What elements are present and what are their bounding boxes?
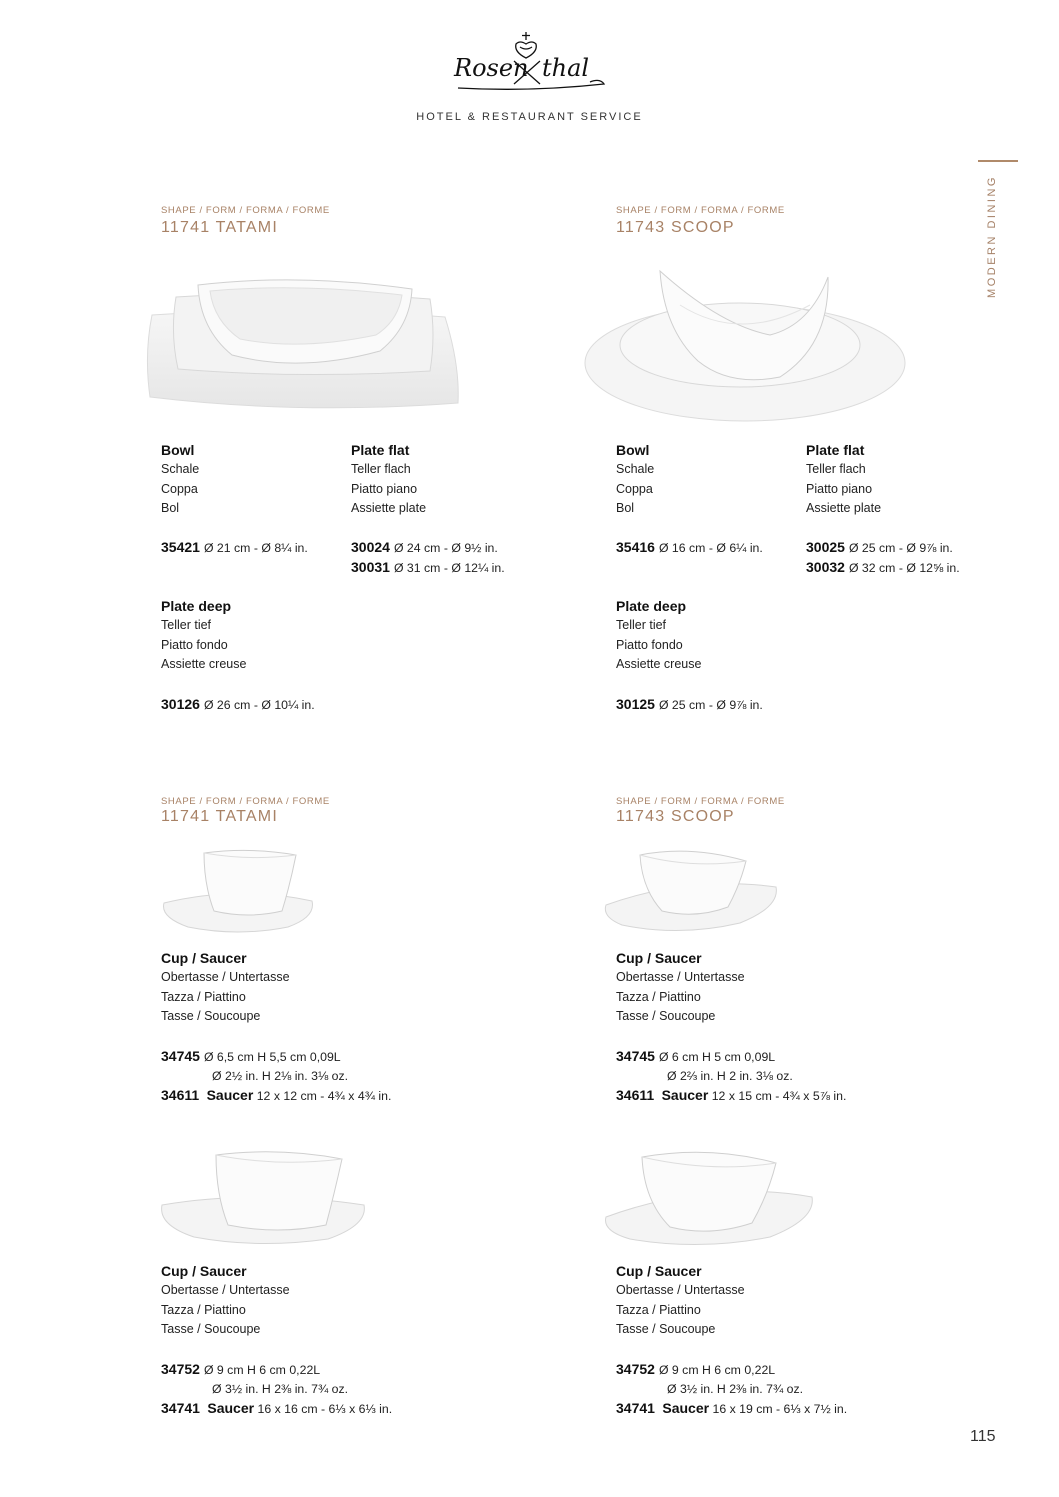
product-name-fr: Bol [616, 501, 635, 515]
tatami-large-cup-image [158, 1145, 370, 1250]
product-spec-line [161, 1359, 320, 1380]
saucer-label: Saucer [206, 1087, 254, 1103]
product-spec-line [806, 557, 960, 578]
product-name-it: Coppa [616, 481, 653, 496]
tatami-bowl-plates-image [140, 275, 470, 425]
article-spec: Ø 24 cm - Ø 9½ in. [393, 541, 498, 555]
product-cup-saucer [616, 1262, 745, 1340]
product-spec-line [161, 694, 315, 715]
product-cup-saucer [161, 1262, 290, 1340]
product-name-fr: Bol [161, 501, 180, 515]
article-spec: Ø 6,5 cm H 5,5 cm 0,09L [203, 1050, 341, 1064]
product-bowl [616, 441, 654, 519]
article-code: 30032 [806, 559, 845, 575]
product-spec-line [161, 1046, 341, 1067]
product-name: Plate deep [161, 598, 232, 614]
product-name-fr: Assiette plate [806, 501, 882, 515]
scoop-small-cup-image [600, 845, 782, 940]
product-name-it: Piatto fondo [616, 637, 683, 652]
article-code: 30031 [351, 559, 390, 575]
product-name-de: Obertasse / Untertasse [161, 1283, 290, 1297]
article-code: 34741 [616, 1400, 655, 1416]
saucer-label: Saucer [207, 1400, 255, 1416]
article-code: 30025 [806, 539, 845, 555]
article-code: 30024 [351, 539, 390, 555]
product-name-de: Obertasse / Untertasse [161, 970, 290, 984]
product-name: Plate flat [351, 442, 410, 458]
section-kicker: SHAPE / FORM / FORMA / FORME [616, 796, 785, 807]
article-spec: Ø 25 cm - Ø 9⅞ in. [658, 698, 763, 712]
article-code: 34752 [616, 1361, 655, 1377]
product-name-de: Schale [161, 462, 200, 476]
article-spec: 12 x 12 cm - 4¾ x 4¾ in. [256, 1089, 392, 1103]
article-code: 34741 [161, 1400, 200, 1416]
svg-text:thal: thal [542, 54, 590, 82]
article-code: 34745 [161, 1048, 200, 1064]
product-name-fr: Assiette plate [351, 501, 427, 515]
product-name-de: Teller tief [161, 618, 212, 632]
product-name-it: Tazza / Piattino [161, 989, 246, 1004]
tatami-small-cup-image [158, 845, 320, 940]
product-name-it: Tazza / Piattino [161, 1302, 246, 1317]
product-spec-line [351, 537, 498, 558]
product-name-de: Obertasse / Untertasse [616, 1283, 745, 1297]
product-spec-line [616, 1046, 775, 1067]
article-spec: 16 x 19 cm - 6⅓ x 7½ in. [712, 1402, 848, 1416]
side-section-tab [986, 175, 1010, 305]
scoop-bowl-plates-image [580, 265, 915, 430]
product-spec-line [616, 1359, 775, 1380]
product-name-fr: Tasse / Soucoupe [161, 1322, 261, 1336]
product-spec-line [161, 537, 308, 558]
section-title: 11743 SCOOP [616, 808, 735, 825]
article-spec: 12 x 15 cm - 4¾ x 5⅞ in. [711, 1089, 847, 1103]
product-spec-line [616, 1398, 847, 1419]
article-spec: 16 x 16 cm - 6⅓ x 6⅓ in. [257, 1402, 393, 1416]
article-spec: Ø 6 cm H 5 cm 0,09L [658, 1050, 776, 1064]
product-spec-line [351, 557, 505, 578]
article-spec: Ø 32 cm - Ø 12⅝ in. [848, 561, 960, 575]
article-code: 34745 [616, 1048, 655, 1064]
article-code: 30125 [616, 696, 655, 712]
product-name: Cup / Saucer [161, 1263, 247, 1279]
product-spec-line: Ø 2½ in. H 2⅛ in. 3⅛ oz. [212, 1069, 349, 1083]
article-spec: Ø 21 cm - Ø 8¼ in. [203, 541, 308, 555]
product-name-de: Teller flach [351, 462, 411, 476]
side-section-label: MODERN DINING [986, 175, 998, 298]
product-name: Plate deep [616, 598, 687, 614]
article-code: 35421 [161, 539, 200, 555]
product-spec-line [616, 1085, 846, 1106]
product-name-fr: Assiette creuse [161, 657, 247, 671]
article-spec: Ø 16 cm - Ø 6¼ in. [658, 541, 763, 555]
tagline: HOTEL & RESTAURANT SERVICE [416, 111, 643, 123]
product-spec-line [161, 1085, 391, 1106]
product-name: Bowl [161, 442, 195, 458]
product-cup-saucer [161, 949, 290, 1027]
product-name: Cup / Saucer [161, 950, 247, 966]
product-name-fr: Assiette creuse [616, 657, 702, 671]
svg-text:Rosen: Rosen [454, 54, 529, 82]
product-bowl [161, 441, 199, 519]
page-number: 115 [970, 1428, 996, 1445]
product-spec-line [161, 1398, 392, 1419]
article-code: 34752 [161, 1361, 200, 1377]
article-code: 34611 [616, 1087, 655, 1103]
saucer-label: Saucer [662, 1400, 710, 1416]
product-name-de: Obertasse / Untertasse [616, 970, 745, 984]
scoop-large-cup-image [600, 1145, 818, 1250]
product-plate-flat [351, 441, 426, 519]
product-spec-line: Ø 3½ in. H 2⅜ in. 7¾ oz. [667, 1382, 804, 1396]
article-spec: Ø 26 cm - Ø 10¼ in. [203, 698, 315, 712]
product-plate-flat [806, 441, 881, 519]
product-name: Cup / Saucer [616, 1263, 702, 1279]
product-spec-line: Ø 3½ in. H 2⅜ in. 7¾ oz. [212, 1382, 349, 1396]
rosenthal-logo [450, 28, 610, 92]
section-kicker: SHAPE / FORM / FORMA / FORME [161, 796, 330, 807]
product-name-it: Tazza / Piattino [616, 989, 701, 1004]
product-spec-line [616, 694, 763, 715]
product-name-it: Piatto piano [351, 481, 418, 496]
section-title: 11741 TATAMI [161, 219, 278, 236]
saucer-label: Saucer [661, 1087, 709, 1103]
section-kicker: SHAPE / FORM / FORMA / FORME [161, 205, 330, 216]
section-title: 11743 SCOOP [616, 219, 735, 236]
product-cup-saucer [616, 949, 745, 1027]
product-plate-deep [161, 597, 246, 675]
product-spec-line [616, 537, 763, 558]
product-name-fr: Tasse / Soucoupe [616, 1322, 716, 1336]
section-kicker: SHAPE / FORM / FORMA / FORME [616, 205, 785, 216]
article-spec: Ø 9 cm H 6 cm 0,22L [203, 1363, 321, 1377]
product-name-de: Teller tief [616, 618, 667, 632]
product-spec-line: Ø 2⅔ in. H 2 in. 3⅛ oz. [667, 1069, 793, 1083]
article-spec: Ø 9 cm H 6 cm 0,22L [658, 1363, 776, 1377]
product-name-fr: Tasse / Soucoupe [161, 1009, 261, 1023]
product-name-it: Coppa [161, 481, 198, 496]
product-spec-line [806, 537, 953, 558]
product-name-it: Tazza / Piattino [616, 1302, 701, 1317]
product-name-de: Schale [616, 462, 655, 476]
product-name-fr: Tasse / Soucoupe [616, 1009, 716, 1023]
product-name-it: Piatto piano [806, 481, 873, 496]
section-title: 11741 TATAMI [161, 808, 278, 825]
side-accent-line [978, 160, 1018, 162]
article-code: 35416 [616, 539, 655, 555]
article-code: 30126 [161, 696, 200, 712]
article-spec: Ø 31 cm - Ø 12¼ in. [393, 561, 505, 575]
article-spec: Ø 25 cm - Ø 9⅞ in. [848, 541, 953, 555]
product-name-de: Teller flach [806, 462, 866, 476]
article-code: 34611 [161, 1087, 200, 1103]
product-name: Bowl [616, 442, 650, 458]
product-plate-deep [616, 597, 701, 675]
product-name: Plate flat [806, 442, 865, 458]
product-name-it: Piatto fondo [161, 637, 228, 652]
product-name: Cup / Saucer [616, 950, 702, 966]
